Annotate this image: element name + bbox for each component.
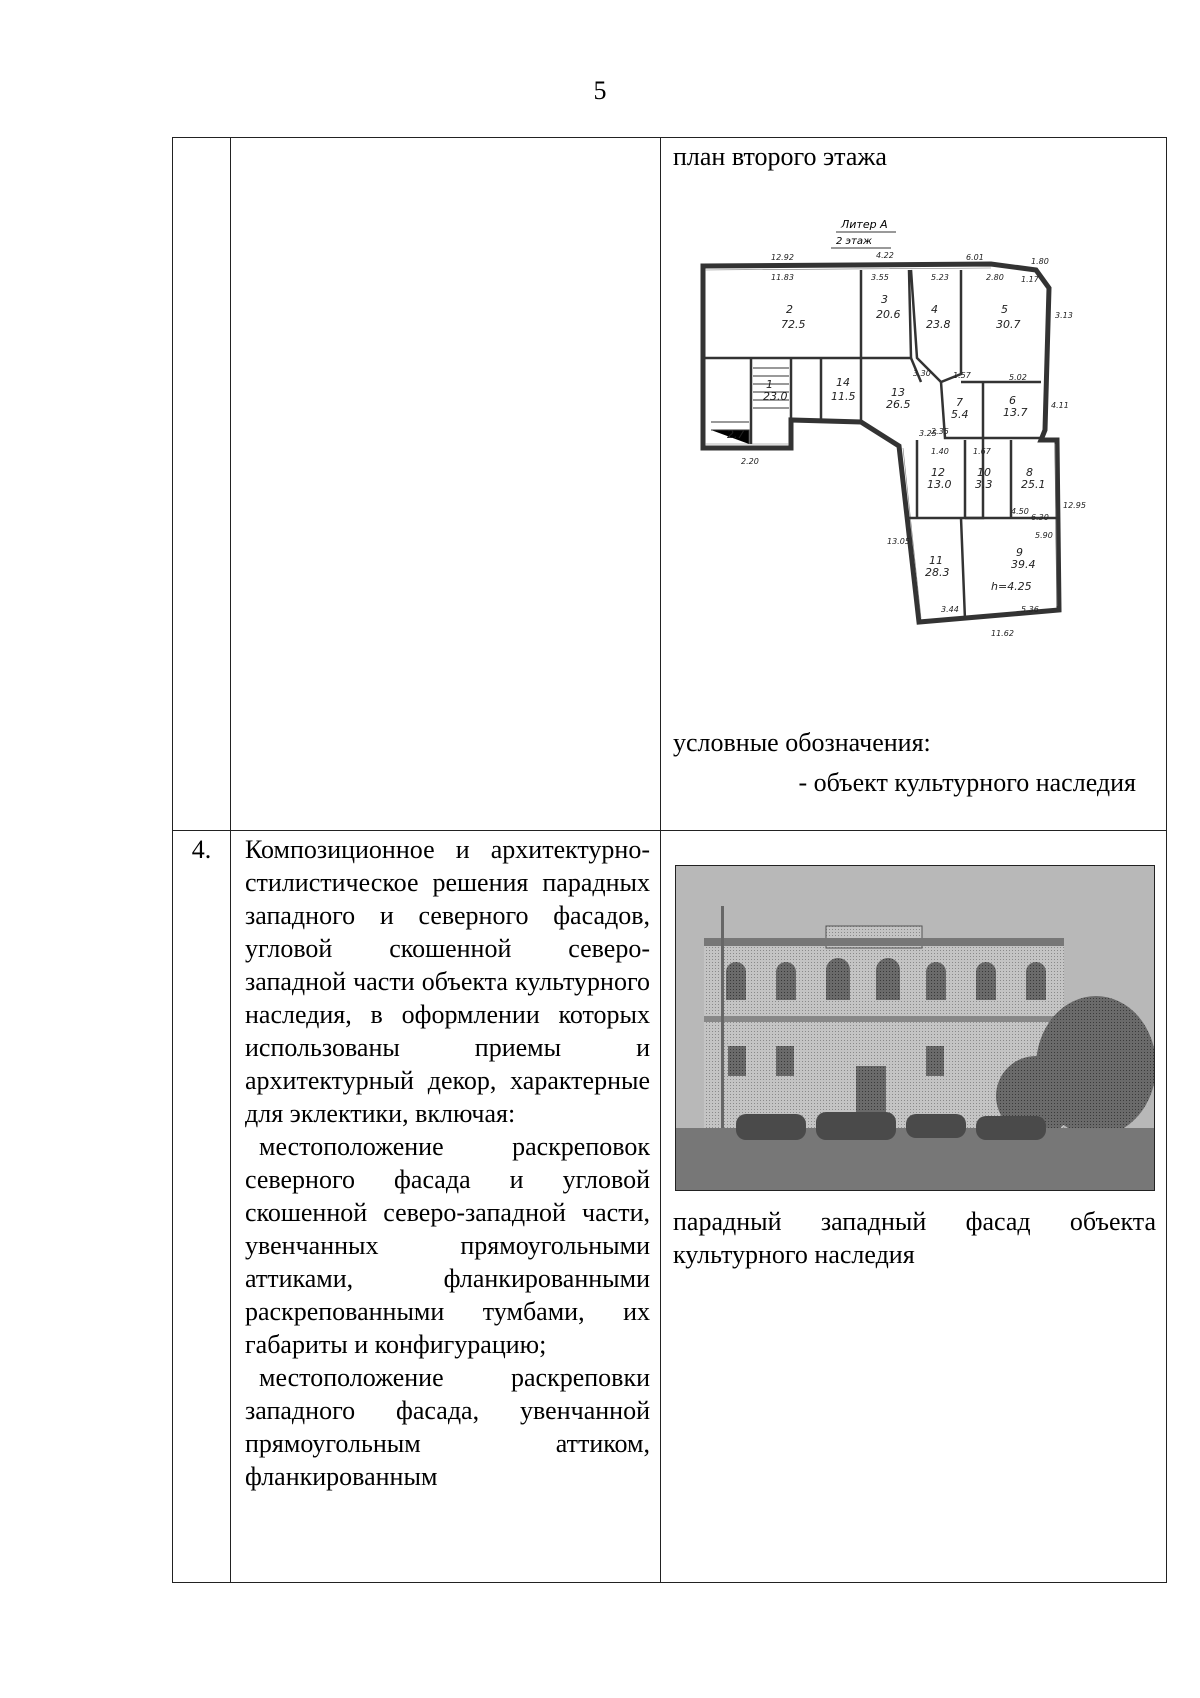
room-id: 4 bbox=[931, 303, 938, 316]
description-cell bbox=[231, 831, 661, 1583]
svg-text:2.80: 2.80 bbox=[986, 273, 1004, 282]
svg-text:4.22: 4.22 bbox=[876, 251, 894, 260]
room-id: 9 bbox=[1016, 546, 1023, 559]
page-number: 5 bbox=[593, 76, 607, 105]
svg-text:4.50: 4.50 bbox=[1011, 507, 1029, 516]
facade-photo bbox=[675, 865, 1155, 1191]
svg-text:1.80: 1.80 bbox=[1031, 257, 1049, 266]
cars bbox=[736, 1112, 1046, 1140]
room-area: 28.3 bbox=[925, 566, 950, 579]
svg-text:13.05: 13.05 bbox=[887, 537, 910, 546]
illustration-cell bbox=[661, 138, 1167, 831]
description-paragraph: Композиционное и архитектурно-стилистическое решения парадных западного и северного фасадов, угловой скошенной северо-западной части объекта культурного наследия, в оформлении которых использованы приемы и архитектурный декор, характерные для эклектики, включая: bbox=[245, 835, 650, 1128]
room-area: 13.0 bbox=[927, 478, 952, 491]
room-area: 13.7 bbox=[1003, 406, 1028, 419]
svg-text:3.44: 3.44 bbox=[941, 605, 959, 614]
svg-text:5.02: 5.02 bbox=[1009, 373, 1027, 382]
svg-text:6.30: 6.30 bbox=[1031, 513, 1049, 522]
svg-text:5.36: 5.36 bbox=[1021, 605, 1039, 614]
room-area: 72.5 bbox=[781, 318, 806, 331]
svg-text:2.35: 2.35 bbox=[931, 427, 949, 436]
svg-text:11.83: 11.83 bbox=[771, 273, 794, 282]
svg-text:1.17: 1.17 bbox=[1021, 275, 1039, 284]
svg-text:3.55: 3.55 bbox=[871, 273, 889, 282]
svg-text:5.90: 5.90 bbox=[1035, 531, 1053, 540]
svg-text:6.01: 6.01 bbox=[966, 253, 984, 262]
svg-text:1.67: 1.67 bbox=[973, 447, 991, 456]
room-id: 2 bbox=[786, 303, 793, 316]
room-id: 5 bbox=[1001, 303, 1008, 316]
heritage-table bbox=[172, 137, 1167, 1583]
description-paragraph: местоположение раскреповок северного фасада и угловой скошенной северо-западной части, увенчанных прямоугольными аттиками, фланкированными раскрепованными тумбами, их габариты и конфигурацию; bbox=[245, 1132, 650, 1359]
legend-title: условные обозначения: bbox=[673, 728, 931, 757]
svg-text:2.20: 2.20 bbox=[741, 457, 759, 466]
illustration-cell bbox=[661, 831, 1167, 1583]
room-area: 39.4 bbox=[1011, 558, 1036, 571]
svg-text:3.30: 3.30 bbox=[913, 369, 931, 378]
plan-caption: план второго этажа bbox=[673, 142, 887, 171]
room-labels bbox=[727, 293, 1046, 593]
plan-floor-label: 2 этаж bbox=[836, 236, 872, 247]
height-note: h=4.25 bbox=[991, 580, 1032, 593]
room-area: 23.0 bbox=[763, 390, 788, 403]
floor-plan-svg bbox=[691, 208, 1151, 668]
room-area: 11.5 bbox=[831, 390, 856, 403]
table-row bbox=[173, 831, 1167, 1583]
room-id: 6 bbox=[1009, 394, 1016, 407]
room-id: 8 bbox=[1026, 466, 1033, 479]
svg-text:1.40: 1.40 bbox=[931, 447, 949, 456]
room-id: 7 bbox=[956, 396, 963, 409]
photo-caption: парадный западный фасад объекта культурного наследия bbox=[673, 1207, 1156, 1269]
svg-text:12.95: 12.95 bbox=[1063, 501, 1086, 510]
room-area: 3.3 bbox=[975, 478, 993, 491]
room-area: 25.1 bbox=[1021, 478, 1046, 491]
room-area: 26.5 bbox=[886, 398, 911, 411]
room-id: 14 bbox=[836, 376, 850, 389]
legend-item: - объект культурного наследия bbox=[798, 768, 1136, 797]
svg-text:3.13: 3.13 bbox=[1055, 311, 1073, 320]
plan-title: Литер А bbox=[841, 218, 888, 231]
description-paragraph: местоположение раскреповки западного фасада, увенчанной прямоугольным аттиком, фланкированным bbox=[245, 1363, 650, 1491]
room-id: 1 bbox=[766, 378, 773, 391]
row-number-cell bbox=[173, 138, 231, 831]
svg-text:3.25: 3.25 bbox=[919, 429, 937, 438]
room-id: 10 bbox=[977, 466, 991, 479]
svg-text:5.23: 5.23 bbox=[931, 273, 949, 282]
room-area: 2.7 bbox=[727, 428, 745, 441]
room-area: 20.6 bbox=[876, 308, 901, 321]
row-number-cell: 4. bbox=[173, 831, 231, 1583]
facade-photo-svg bbox=[676, 866, 1154, 1190]
room-id: 12 bbox=[931, 466, 945, 479]
svg-text:1.57: 1.57 bbox=[953, 371, 971, 380]
room-area: 30.7 bbox=[996, 318, 1021, 331]
room-id: 13 bbox=[891, 386, 905, 399]
floor-plan-drawing bbox=[691, 208, 1151, 668]
svg-text:4.11: 4.11 bbox=[1051, 401, 1069, 410]
table-row bbox=[173, 138, 1167, 831]
room-area: 23.8 bbox=[926, 318, 951, 331]
room-id: 3 bbox=[881, 293, 888, 306]
svg-text:12.92: 12.92 bbox=[771, 253, 794, 262]
description-cell bbox=[231, 138, 661, 831]
room-id: 11 bbox=[929, 554, 943, 567]
svg-text:11.62: 11.62 bbox=[991, 629, 1014, 638]
room-area: 5.4 bbox=[951, 408, 969, 421]
